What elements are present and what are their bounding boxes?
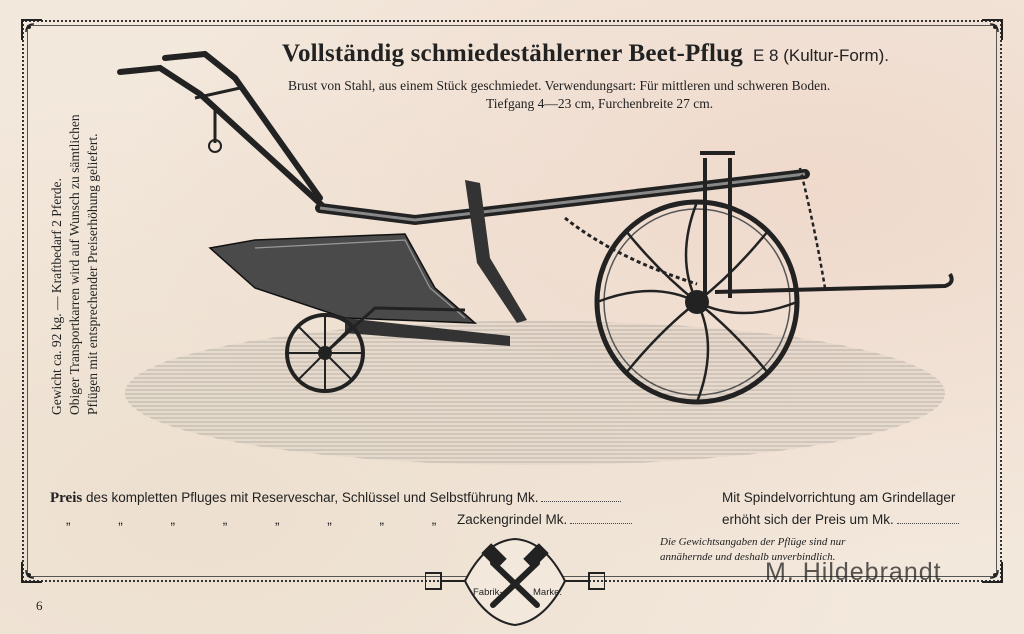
price-blank-1 bbox=[541, 501, 621, 502]
handle-right bbox=[165, 54, 320, 198]
price-line-1-text: des kompletten Pfluges mit Reserveschar, Schlüssel und Selbstführung Mk. bbox=[85, 490, 539, 505]
side-specs bbox=[48, 55, 120, 415]
title-text: Vollständig schmiedestählerner Beet-Pflug bbox=[282, 40, 743, 67]
trademark-emblem bbox=[425, 535, 605, 629]
trademark-right-label: Marke. bbox=[533, 587, 563, 598]
side-line-1: Gewicht ca. 92 kg. — Kraftbedarf 2 Pferde. bbox=[49, 178, 64, 415]
watermark: M. Hildebrandt bbox=[765, 558, 942, 586]
price-line-2-text: Zackengrindel Mk. bbox=[457, 512, 568, 527]
subtitle-line-1: Brust von Stahl, aus einem Stück geschmiedet. Verwendungsart: Für mittleren und schweren Boden. bbox=[288, 78, 831, 93]
corner-ornament-bottom-right bbox=[980, 560, 1004, 584]
price-right-1: Mit Spindelvorrichtung am Grindellager bbox=[722, 490, 956, 505]
plough-beam bbox=[320, 174, 805, 220]
price-right-2-text: erhöht sich der Preis um Mk. bbox=[722, 512, 894, 527]
note-line-1: Die Gewichtsangaben der Pflüge sind nur bbox=[660, 536, 846, 548]
trademark-left-label: Fabrik- bbox=[473, 587, 503, 598]
price-label: Preis bbox=[50, 490, 83, 506]
subtitle-line-2: Tiefgang 4—23 cm, Furchenbreite 27 cm. bbox=[486, 96, 714, 111]
coulter bbox=[465, 180, 527, 323]
corner-ornament-top-left bbox=[20, 18, 44, 42]
price-right-2 bbox=[722, 512, 959, 527]
price-blank-2 bbox=[570, 523, 632, 524]
side-line-3: Pflügen mit entsprechender Preiserhöhung geliefert. bbox=[85, 133, 100, 415]
ditto-marks: „ „ „ „ „ „ „ „ bbox=[66, 512, 437, 527]
price-line-2-right bbox=[457, 512, 632, 527]
price-blank-3 bbox=[897, 523, 959, 524]
handle-left bbox=[120, 68, 325, 208]
model-number: E 8 (Kultur-Form). bbox=[752, 46, 889, 65]
price-line-1 bbox=[50, 490, 621, 507]
corner-ornament-top-right bbox=[980, 18, 1004, 42]
side-line-2: Obiger Transportkarren wird auf Wunsch zu sämtlichen bbox=[67, 114, 82, 415]
plough-illustration bbox=[115, 48, 955, 478]
hammer-cross-icon bbox=[425, 535, 605, 629]
corner-ornament-bottom-left bbox=[20, 560, 44, 584]
note-line-2: annähernde und deshalb unverbindlich. bbox=[660, 551, 836, 563]
price-line-2 bbox=[66, 512, 436, 527]
draw-bar bbox=[715, 274, 952, 292]
page-number: 6 bbox=[36, 598, 43, 613]
